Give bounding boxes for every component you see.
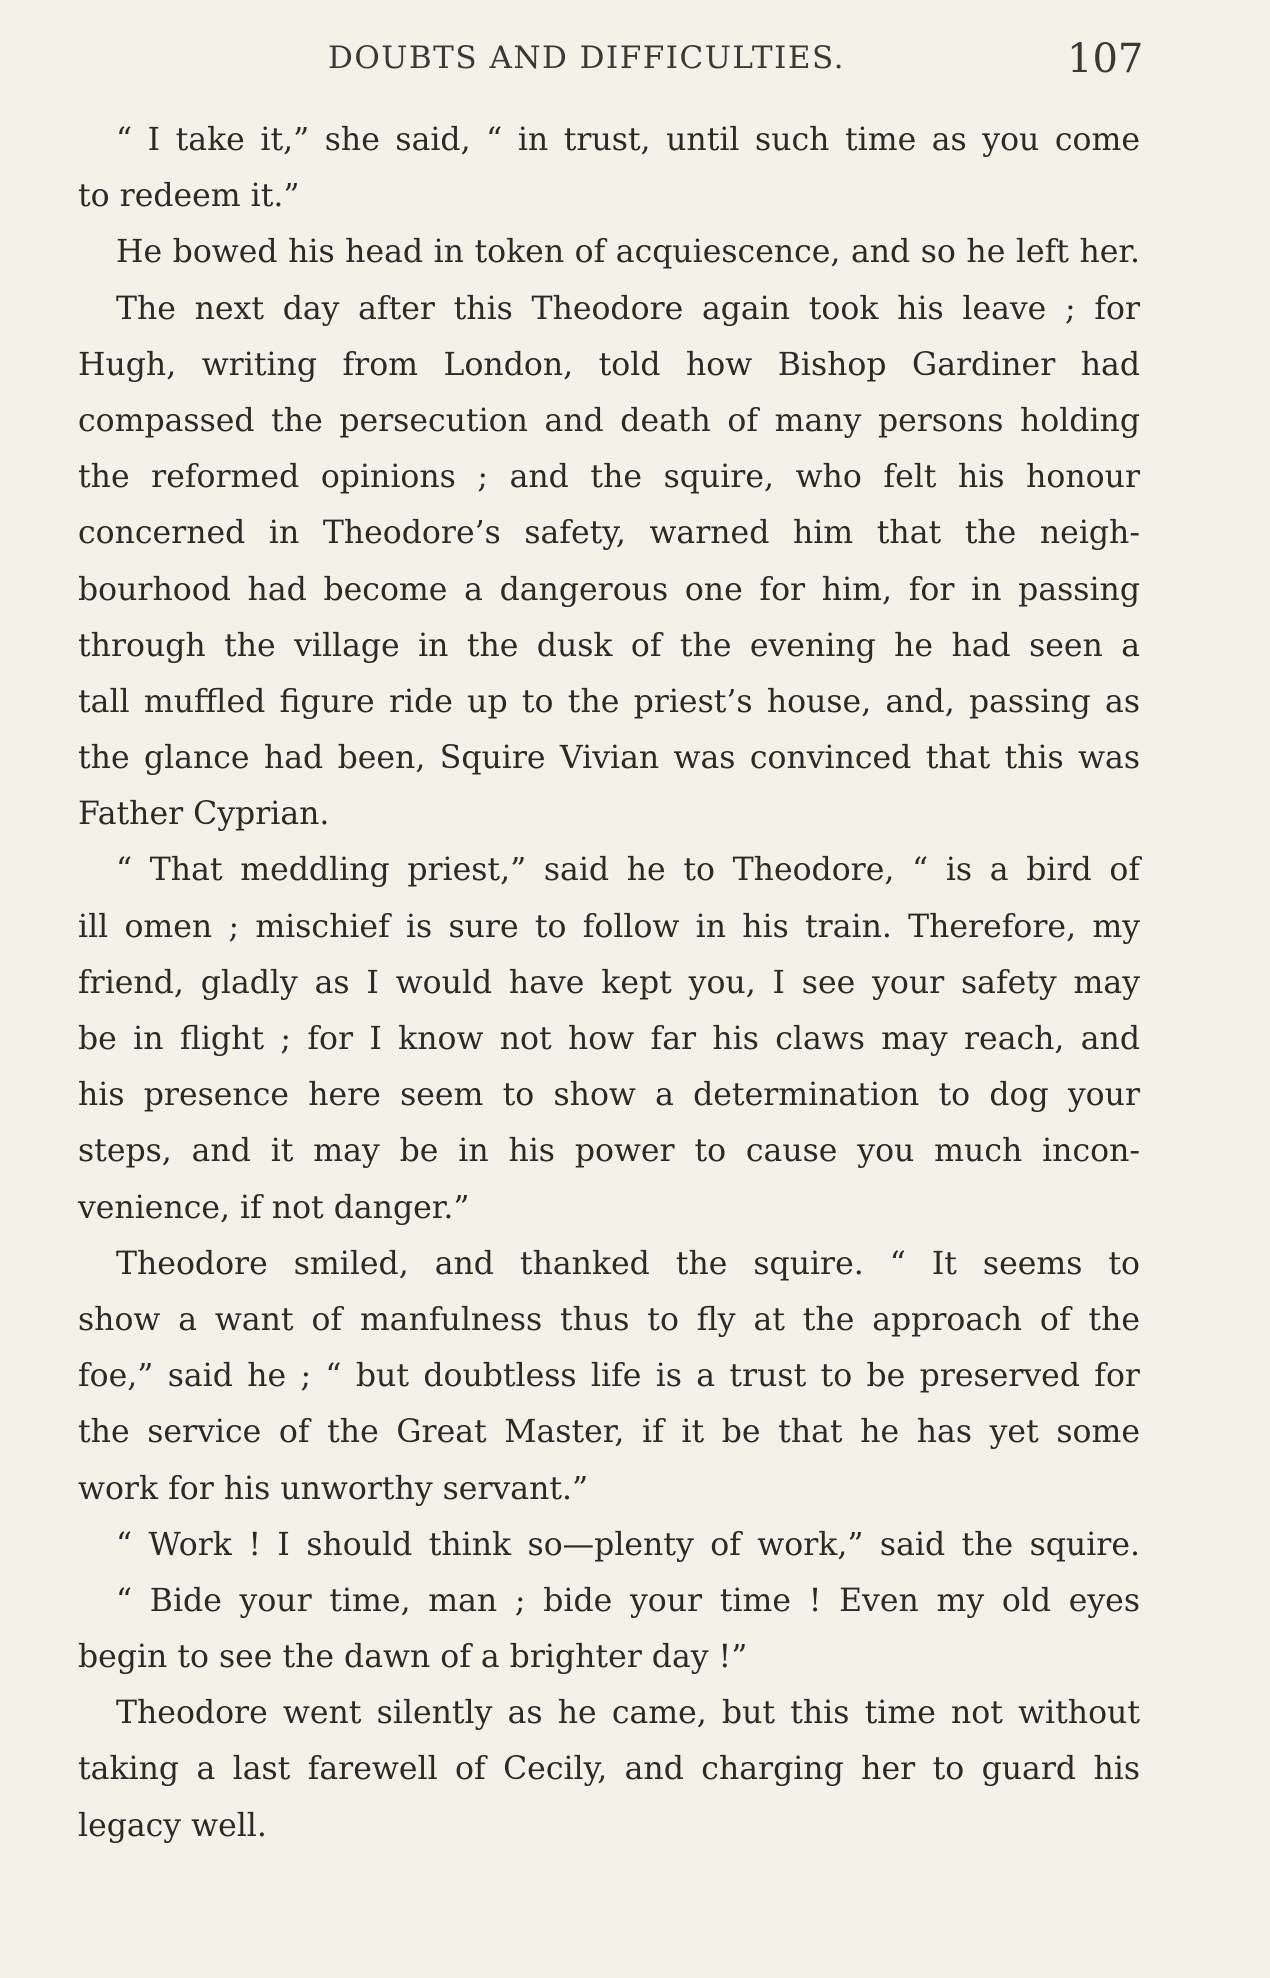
text-line: concerned in Theodore’s safety, warned him that the neigh- [78, 515, 1140, 552]
text-line: through the village in the dusk of the evening he had seen a [78, 627, 1140, 664]
page-number: 107 [1067, 36, 1144, 82]
text-line: the service of the Great Master, if it be that he has yet some [78, 1414, 1140, 1451]
body-text [78, 112, 1140, 1854]
text-line: steps, and it may be in his power to cause you much incon- [78, 1133, 1140, 1170]
text-line: the glance had been, Squire Vivian was convinced that this was [78, 740, 1140, 777]
text-line: “ Bide your time, man ; bide your time ! Even my old eyes [116, 1582, 1140, 1619]
text-line: to redeem it.” [78, 178, 300, 215]
text-line: “ Work ! I should think so—plenty of work,” said the squire. [116, 1526, 1140, 1563]
text-line: The next day after this Theodore again took his leave ; for [116, 290, 1140, 327]
text-line: begin to see the dawn of a brighter day !” [78, 1639, 748, 1676]
text-line: be in flight ; for I know not how far his claws may reach, and [78, 1021, 1140, 1057]
text-line: Theodore went silently as he came, but this time not without [116, 1695, 1140, 1732]
text-line: bourhood had become a dangerous one for him, for in passing [78, 571, 1140, 608]
text-line: ill omen ; mischief is sure to follow in his train. Therefore, my [78, 908, 1140, 945]
text-line: work for his unworthy servant.” [78, 1470, 589, 1507]
text-line: Theodore smiled, and thanked the squire. “ It seems to [116, 1245, 1140, 1282]
text-line: venience, if not danger.” [78, 1189, 470, 1226]
text-line: Hugh, writing from London, told how Bishop Gardiner had [78, 346, 1140, 383]
text-line: He bowed his head in token of acquiescence, and so he left her. [116, 234, 1140, 271]
text-line: foe,” said he ; “ but doubtless life is a trust to be preserved for [78, 1358, 1140, 1395]
page-header [0, 36, 1270, 96]
text-line: taking a last farewell of Cecily, and charging her to guard his [78, 1751, 1140, 1788]
text-line: “ That meddling priest,” said he to Theodore, “ is a bird of [116, 852, 1140, 889]
text-line: tall muffled figure ride up to the priest’s house, and, passing as [78, 683, 1140, 720]
text-line: legacy well. [78, 1807, 267, 1844]
running-head: DOUBTS AND DIFFICULTIES. [328, 40, 845, 76]
text-line: show a want of manfulness thus to fly at the approach of the [78, 1301, 1140, 1338]
text-line: Father Cyprian. [78, 796, 330, 833]
text-line: friend, gladly as I would have kept you, I see your safety may [78, 964, 1140, 1001]
text-line: compassed the persecution and death of many persons holding [78, 402, 1140, 439]
text-line: his presence here seem to show a determination to dog your [78, 1077, 1140, 1114]
text-line: the reformed opinions ; and the squire, who felt his honour [78, 459, 1140, 496]
text-line: “ I take it,” she said, “ in trust, until such time as you come [116, 122, 1140, 158]
